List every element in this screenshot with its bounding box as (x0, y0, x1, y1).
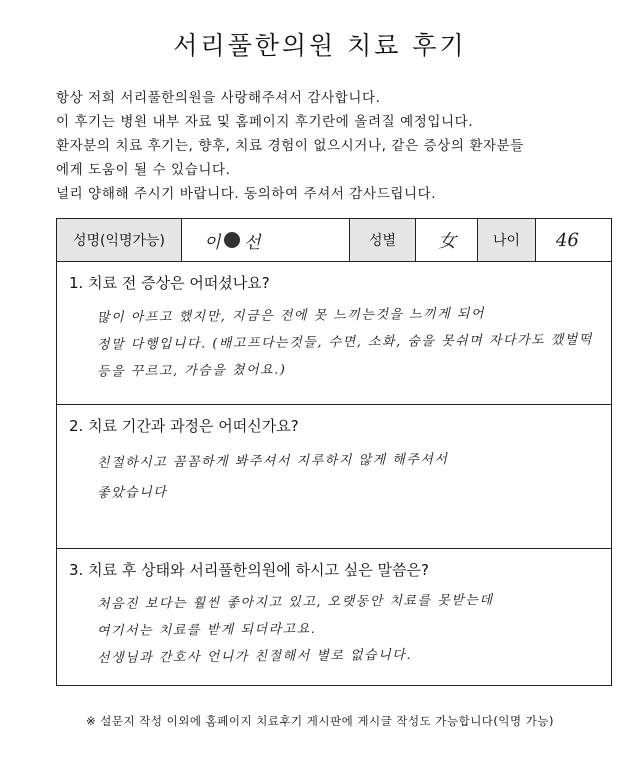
footer-note: ※ 설문지 작성 이외에 홈페이지 치료후기 게시판에 게시글 작성도 가능합니다(익명 가능) (86, 714, 554, 728)
gender-field[interactable] (415, 219, 477, 261)
answer-3[interactable] (97, 589, 494, 670)
answer-line: 많이 아프고 했지만, 지금은 전에 못 느끼는것을 느끼게 되어 (96, 306, 486, 326)
answer-line: 처음진 보다는 훨씬 좋아지고 있고, 오랫동안 치료를 못받는데 (96, 592, 494, 613)
answer-line: 좋았습니다 (96, 485, 168, 501)
answer-line: 등을 꾸르고, 가슴을 쳤어요.) (96, 362, 287, 380)
review-form (56, 218, 612, 686)
intro-line: 환자분의 치료 후기는, 향후, 치료 경험이 없으시거나, 같은 증상의 환자분들 (56, 138, 524, 154)
answer-2[interactable] (97, 447, 449, 507)
intro-line: 에게 도움이 될 수 있습니다. (56, 162, 231, 178)
intro-line: 널리 양해해 주시기 바랍니다. 동의하여 주셔서 감사드립니다. (56, 186, 437, 202)
answer-line: 여기서는 치료를 받게 되더라고요. (96, 621, 317, 640)
info-row (57, 219, 611, 262)
name-field[interactable] (181, 219, 349, 261)
name-value: 이 (203, 232, 221, 253)
intro-line: 항상 저희 서리풀한의원을 사랑해주셔서 감사합니다. (56, 90, 381, 106)
gender-value: 女 (437, 230, 456, 253)
question-2: 2. 치료 기간과 과정은 어떠신가요? (69, 417, 299, 435)
age-value: 46 (555, 229, 580, 251)
question-1: 1. 치료 전 증상은 어떠셨나요? (69, 274, 270, 292)
answer-line: 친절하시고 꼼꼼하게 봐주셔서 지루하지 않게 해주셔서 (96, 452, 449, 471)
name-label: 성명(익명가능) (57, 219, 181, 261)
question-1-section (57, 262, 611, 405)
gender-label: 성별 (349, 219, 415, 261)
answer-line: 정말 다행입니다. (배고프다는것들, 수면, 소화, 숨을 못쉬며 자다가도 깼벌떡 (96, 332, 593, 353)
page-title: 서리풀한의원 치료 후기 (173, 31, 467, 60)
answer-line: 선생님과 간호사 언니가 친절해서 별로 없습니다. (96, 647, 413, 667)
age-label: 나이 (477, 219, 535, 261)
redaction-mark (224, 232, 240, 248)
intro-line: 이 후기는 병원 내부 자료 및 홈페이지 후기란에 올려질 예정입니다. (56, 114, 474, 130)
question-3-section (57, 549, 611, 687)
answer-1[interactable] (97, 302, 593, 383)
intro-paragraph (56, 86, 626, 206)
name-value: 선 (244, 232, 262, 253)
question-2-section (57, 405, 611, 549)
age-field[interactable] (535, 219, 610, 261)
question-3: 3. 치료 후 상태와 서리풀한의원에 하시고 싶은 말씀은? (69, 561, 429, 579)
